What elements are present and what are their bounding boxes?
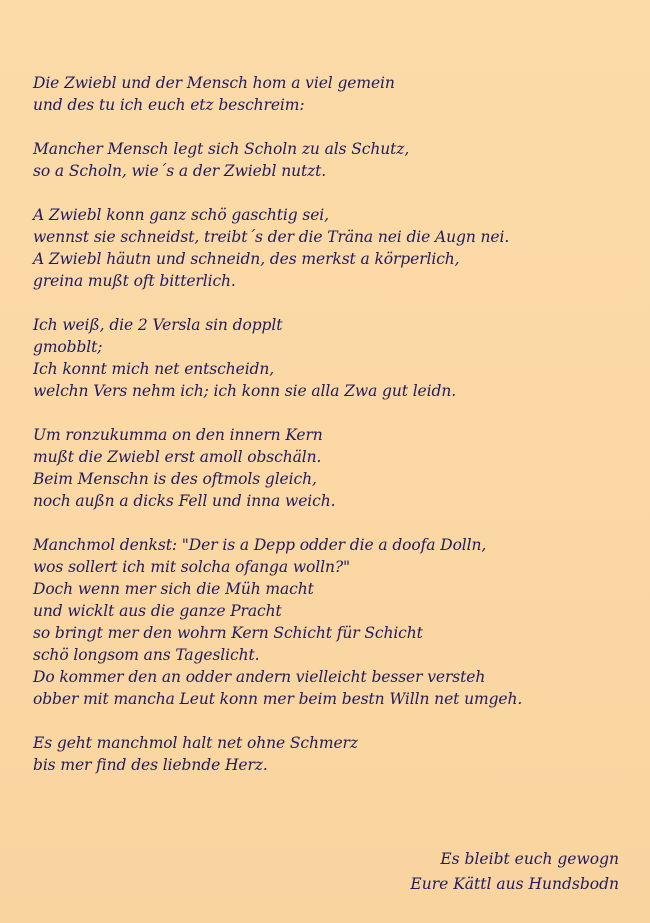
poem-line: so bringt mer den wohrn Kern Schicht für Schicht [33, 624, 423, 642]
stanza-6 [33, 534, 633, 710]
poem-body [33, 72, 633, 798]
poem-line: welchn Vers nehm ich; ich konn sie alla Zwa gut leidn. [33, 382, 457, 400]
poem-line: Mancher Mensch legt sich Scholn zu als Schutz, [33, 140, 410, 158]
stanza-4 [33, 314, 633, 402]
poem-line: obber mit mancha Leut konn mer beim bestn Willn net umgeh. [33, 690, 523, 708]
poem-line: Beim Menschn is des oftmols gleich, [33, 470, 317, 488]
poem-line: Ich weiß, die 2 Versla sin dopplt [33, 316, 283, 334]
poem-line: noch außn a dicks Fell und inna weich. [33, 492, 336, 510]
poem-line: schö longsom ans Tageslicht. [33, 646, 260, 664]
poem-line: und des tu ich euch etz beschreim: [33, 96, 305, 114]
poem-line: wennst sie schneidst, treibt´s der die Träna nei die Augn nei. [33, 228, 510, 246]
poem-line: Um ronzukumma on den innern Kern [33, 426, 323, 444]
poem-line: A Zwiebl konn ganz schö gaschtig sei, [33, 206, 329, 224]
poem-line: so a Scholn, wie´s a der Zwiebl nutzt. [33, 162, 327, 180]
poem-line: greina mußt oft bitterlich. [33, 272, 236, 290]
poem-line: Manchmol denkst: "Der is a Depp odder die a doofa Dolln, [33, 536, 487, 554]
poem-line: bis mer find des liebnde Herz. [33, 756, 268, 774]
poem-line: Doch wenn mer sich die Müh macht [33, 580, 314, 598]
stanza-1 [33, 72, 633, 116]
signature-block [410, 847, 619, 897]
poem-line: Do kommer den an odder andern vielleicht besser versteh [33, 668, 486, 686]
poem-line: gmobblt; [33, 338, 103, 356]
poem-line: wos sollert ich mit solcha ofanga wolln?" [33, 558, 351, 576]
poem-line: A Zwiebl häutn und schneidn, des merkst a körperlich, [33, 250, 460, 268]
stanza-3 [33, 204, 633, 292]
poem-line: Es geht manchmol halt net ohne Schmerz [33, 734, 358, 752]
poem-line: Die Zwiebl und der Mensch hom a viel gemein [33, 74, 395, 92]
stanza-2 [33, 138, 633, 182]
stanza-5 [33, 424, 633, 512]
signature-greeting: Es bleibt euch gewogn [440, 850, 619, 868]
poem-line: Ich konnt mich net entscheidn, [33, 360, 275, 378]
signature-name: Eure Kättl aus Hundsbodn [410, 875, 619, 893]
poem-line: mußt die Zwiebl erst amoll obschäln. [33, 448, 322, 466]
poem-line: und wicklt aus die ganze Pracht [33, 602, 282, 620]
stanza-7 [33, 732, 633, 776]
